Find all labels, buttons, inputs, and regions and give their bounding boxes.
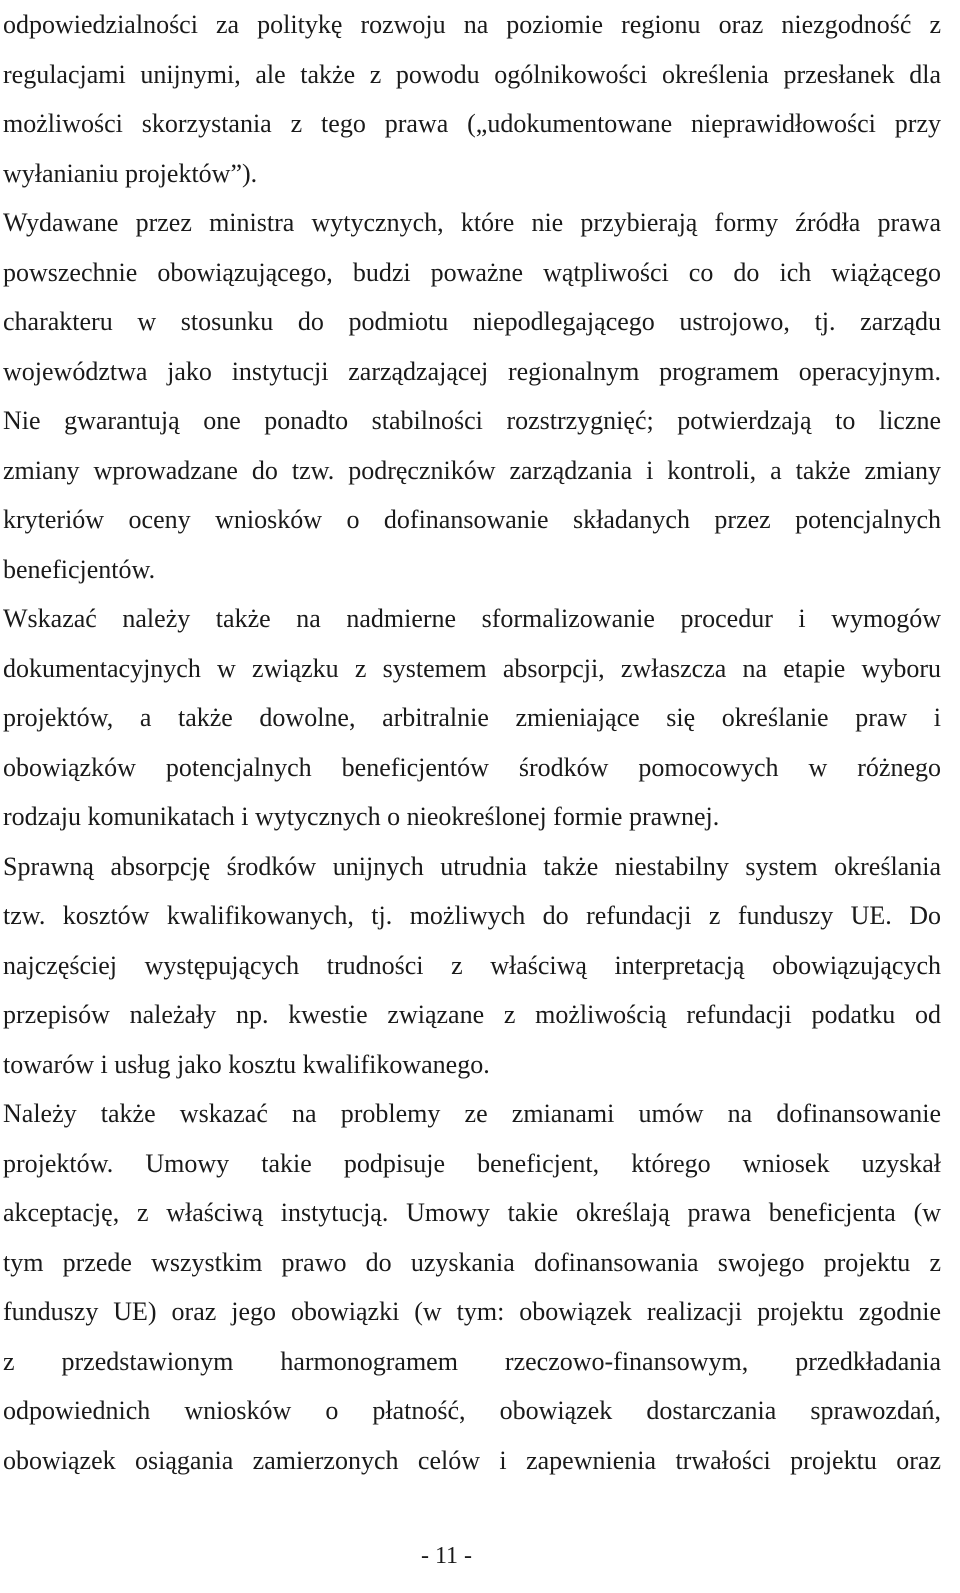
text-line: Należy także wskazać na problemy ze zmianami umów na dofinansowanie [3,1099,941,1128]
document-page [3,0,941,1485]
text-line: towarów i usług jako kosztu kwalifikowanego. [3,1049,490,1079]
text-line: projektów, a także dowolne, arbitralnie zmieniające się określanie praw i [3,703,941,732]
text-line: województwa jako instytucji zarządzającej regionalnym programem operacyjnym. [3,356,941,386]
text-line: funduszy UE) oraz jego obowiązki (w tym: obowiązek realizacji projektu zgodnie [3,1297,941,1326]
text-line: tym przede wszystkim prawo do uzyskania dofinansowania swojego projektu z [3,1247,941,1277]
text-line: tzw. kosztów kwalifikowanych, tj. możliwych do refundacji z funduszy UE. Do [3,901,941,930]
text-line: Nie gwarantują one ponadto stabilności rozstrzygnięć; potwierdzają to liczne [3,406,941,435]
text-line: beneficjentów. [3,554,156,584]
text-line: odpowiedzialności za politykę rozwoju na poziomie regionu oraz niezgodność z [3,10,941,39]
text-line: regulacjami unijnymi, ale także z powodu ogólnikowości określenia przesłanek dla [3,59,941,89]
text-line: możliwości skorzystania z tego prawa („udokumentowane nieprawidłowości przy [3,109,941,138]
text-line: rodzaju komunikatach i wytycznych o nieokreślonej formie prawnej. [3,802,720,831]
paragraph [3,198,941,594]
text-line: Wydawane przez ministra wytycznych, które nie przybierają formy źródła prawa [3,208,941,237]
paragraph [3,0,941,198]
text-line: Sprawną absorpcję środków unijnych utrudnia także niestabilny system określania [3,851,941,881]
page-number: - 11 - [420,1543,473,1569]
text-line: projektów. Umowy takie podpisuje beneficjent, którego wniosek uzyskał [3,1148,941,1178]
text-line: z przedstawionym harmonogramem rzeczowo-finansowym, przedkładania [3,1346,941,1376]
text-line: obowiązek osiągania zamierzonych celów i zapewnienia trwałości projektu oraz [3,1445,941,1475]
text-line: zmiany wprowadzane do tzw. podręczników zarządzania i kontroli, a także zmiany [3,455,941,485]
text-line: obowiązków potencjalnych beneficjentów środków pomocowych w różnego [3,752,941,782]
paragraph [3,594,941,842]
text-line: powszechnie obowiązującego, budzi poważne wątpliwości co do ich wiążącego [3,257,941,287]
text-line: odpowiednich wniosków o płatność, obowiązek dostarczania sprawozdań, [3,1396,941,1425]
text-line: dokumentacyjnych w związku z systemem absorpcji, zwłaszcza na etapie wyboru [3,653,941,683]
text-line: Wskazać należy także na nadmierne sformalizowanie procedur i wymogów [3,604,941,633]
text-line: wyłanianiu projektów”). [3,158,258,188]
text-line: charakteru w stosunku do podmiotu niepodlegającego ustrojowo, tj. zarządu [3,307,941,336]
paragraph [3,1089,941,1485]
text-line: kryteriów oceny wniosków o dofinansowanie składanych przez potencjalnych [3,505,941,534]
text-line: najczęściej występujących trudności z właściwą interpretacją obowiązujących [3,950,941,980]
text-line: akceptację, z właściwą instytucją. Umowy takie określają prawa beneficjenta (w [3,1198,941,1227]
paragraph [3,842,941,1090]
text-line: przepisów należały np. kwestie związane z możliwością refundacji podatku od [3,1000,941,1029]
